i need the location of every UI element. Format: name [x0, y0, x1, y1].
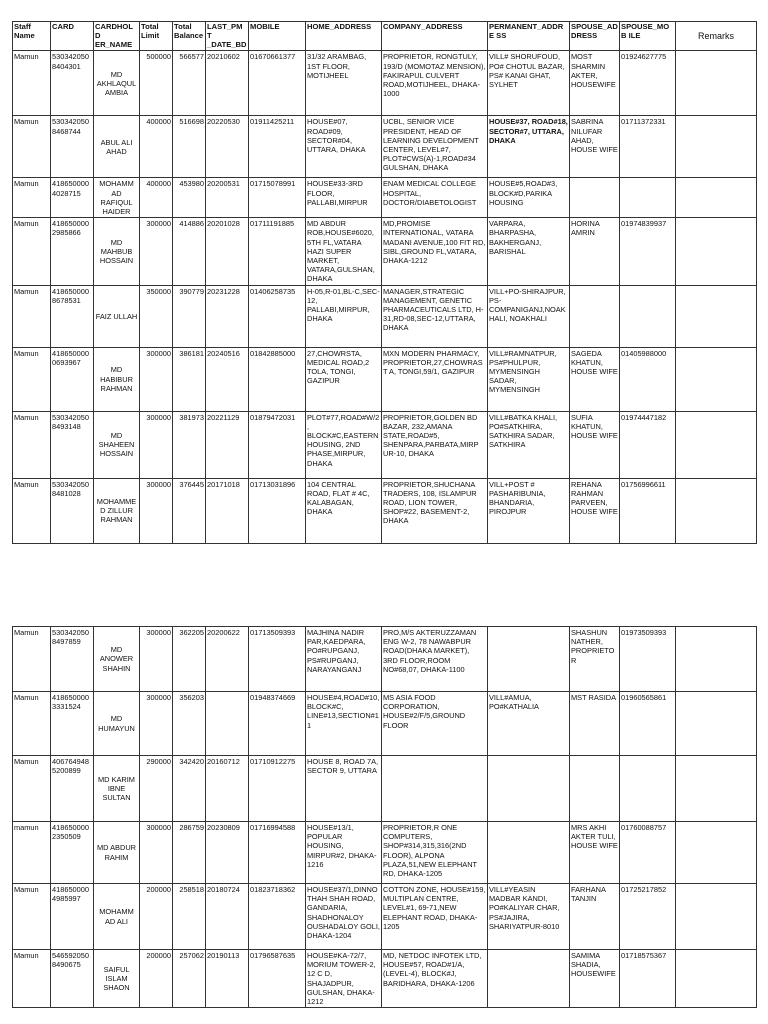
company-address-cell: COTTON ZONE, HOUSE#159, MULTIPLAN CENTRE, LEVEL#1, 69-71,NEW ELEPHANT ROAD, DHAKA-1205 [382, 884, 488, 950]
permanent-address-cell: VILL#AMUA, PO#KATHALIA [488, 692, 570, 756]
spouse-address-cell: MOST SHARMIN AKTER, HOUSEWIFE [570, 51, 620, 116]
total-balance-cell: 390779 [173, 285, 206, 347]
staff-name-cell: Mamun [13, 347, 51, 411]
header-card: CARD [51, 22, 94, 51]
table-row [13, 822, 757, 884]
table-row [13, 756, 757, 822]
header-spouse-address: SPOUSE_AD DRESS [570, 22, 620, 51]
permanent-address-cell [488, 822, 570, 884]
company-address-cell: MD,PROMISE INTERNATIONAL, VATARA MADANI AVENUE,100 FIT RD, SIBL,GROUND FL,VATARA, DHAKA-1212 [382, 218, 488, 285]
staff-name-cell: Mamun [13, 884, 51, 950]
total-balance-cell: 342420 [173, 756, 206, 822]
total-balance-cell: 516698 [173, 116, 206, 178]
table-row [13, 627, 757, 692]
header-remarks: Remarks [676, 22, 757, 51]
table-row [13, 51, 757, 116]
mobile-cell: 01911425211 [249, 116, 306, 178]
spouse-address-cell [570, 756, 620, 822]
total-limit-cell: 300000 [140, 411, 173, 478]
card-number-cell: 418650000 4985997 [51, 884, 94, 950]
last-pmt-date-cell: 20180724 [206, 884, 249, 950]
spouse-mobile-cell [620, 178, 676, 218]
permanent-address-cell: VILL+PO-SHIRAJPUR, PS-COMPANIGANJ,NOAK HALI, NOAKHALI [488, 285, 570, 347]
cardholder-name-cell: ABUL ALI AHAD [94, 116, 140, 178]
table-row [13, 218, 757, 285]
cardholder-name-cell: MD ANOWER SHAHIN [94, 627, 140, 692]
mobile-cell: 01796587635 [249, 950, 306, 1008]
spouse-mobile-cell: 01711372331 [620, 116, 676, 178]
spouse-mobile-cell: 01405988000 [620, 347, 676, 411]
total-balance-cell: 566577 [173, 51, 206, 116]
permanent-address-cell [488, 756, 570, 822]
permanent-address-cell: VILL# SHORUFOUD, PO# CHOTUL BAZAR, PS# KANAI GHAT, SYLHET [488, 51, 570, 116]
spouse-address-cell: MRS AKHI AKTER TULI, HOUSE WIFE [570, 822, 620, 884]
spouse-mobile-cell: 01974447182 [620, 411, 676, 478]
remarks-cell [676, 756, 757, 822]
last-pmt-date-cell: 20190113 [206, 950, 249, 1008]
mobile-cell: 01823718362 [249, 884, 306, 950]
header-spouse-mobile: SPOUSE_MOB ILE [620, 22, 676, 51]
company-address-cell: ENAM MEDICAL COLLEGE HOSPITAL, DOCTOR/DIABETOLOGIST [382, 178, 488, 218]
header-last-pmt-date: LAST_PMT _DATE_BD [206, 22, 249, 51]
table-row [13, 116, 757, 178]
card-number-cell: 530342050 8481028 [51, 478, 94, 543]
remarks-cell [676, 884, 757, 950]
total-balance-cell: 414886 [173, 218, 206, 285]
permanent-address-cell [488, 627, 570, 692]
total-balance-cell: 453980 [173, 178, 206, 218]
total-balance-cell: 286759 [173, 822, 206, 884]
cardholder-name-cell: MOHAMM AD RAFIQUL HAIDER [94, 178, 140, 218]
total-limit-cell: 300000 [140, 478, 173, 543]
total-balance-cell: 258518 [173, 884, 206, 950]
header-company-address: COMPANY_ADDRESS [382, 22, 488, 51]
staff-name-cell: Mamun [13, 116, 51, 178]
home-address-cell: HOUSE 8, ROAD 7A, SECTOR 9, UTTARA [306, 756, 382, 822]
header-staff-name: Staff Name [13, 22, 51, 51]
total-balance-cell: 356203 [173, 692, 206, 756]
mobile-cell: 01715078991 [249, 178, 306, 218]
home-address-cell: 27,CHOWRSTA, MEDICAL ROAD,2 TOLA, TONGI, GAZIPUR [306, 347, 382, 411]
table-row [13, 347, 757, 411]
company-address-cell: UCBL, SENIOR VICE PRESIDENT, HEAD OF LEARNING DEVELOPMENT CENTER, LEVEL#7, PLOT#CWS(A)-1,ROAD#34 GULSHAN, DHAKA [382, 116, 488, 178]
company-address-cell: MS ASIA FOOD CORPORATION, HOUSE#2/F/5,GROUND FLOOR [382, 692, 488, 756]
home-address-cell: HOUSE#13/1, POPULAR HOUSING, MIRPUR#2, DHAKA-1216 [306, 822, 382, 884]
home-address-cell: 104 CENTRAL ROAD, FLAT # 4C, KALABAGAN, DHAKA [306, 478, 382, 543]
spouse-address-cell: SABRINA NILUFAR AHAD, HOUSE WIFE [570, 116, 620, 178]
mobile-cell: 01406258735 [249, 285, 306, 347]
remarks-cell [676, 950, 757, 1008]
header-total-balance: Total Balance [173, 22, 206, 51]
cardholder-name-cell: SAIFUL ISLAM SHAON [94, 950, 140, 1008]
total-limit-cell: 400000 [140, 178, 173, 218]
card-number-cell: 418650000 4028715 [51, 178, 94, 218]
company-address-cell [382, 756, 488, 822]
last-pmt-date-cell: 20201028 [206, 218, 249, 285]
home-address-cell: MD ABDUR ROB,HOUSE#6020, 5TH FL,VATARA HAZI SUPER MARKET, VATARA,GULSHAN, DHAKA [306, 218, 382, 285]
header-mobile: MOBILE [249, 22, 306, 51]
home-address-cell: HOUSE#4,ROAD#10, BLOCK#C, LINE#13,SECTION#1 1 [306, 692, 382, 756]
spouse-mobile-cell: 01760088757 [620, 822, 676, 884]
remarks-cell [676, 285, 757, 347]
home-address-cell: MAJHINA NADIR PAR,KAEDPARA, PO#RUPGANJ, PS#RUPGANJ, NARAYANGANJ [306, 627, 382, 692]
last-pmt-date-cell: 20230809 [206, 822, 249, 884]
cardholder-name-cell: MOHAMME D ZILLUR RAHMAN [94, 478, 140, 543]
remarks-cell [676, 218, 757, 285]
header-home-address: HOME_ADDRESS [306, 22, 382, 51]
total-balance-cell: 386181 [173, 347, 206, 411]
spouse-address-cell: SHASHUN NATHER, PROPRIETOR [570, 627, 620, 692]
last-pmt-date-cell: 20200531 [206, 178, 249, 218]
last-pmt-date-cell: 20221129 [206, 411, 249, 478]
total-limit-cell: 300000 [140, 822, 173, 884]
home-address-cell: PLOT#77,ROAD#W/2 , BLOCK#C,EASTERN HOUSING, 2ND PHASE,MIRPUR, DHAKA [306, 411, 382, 478]
records-table-2 [12, 626, 757, 1008]
permanent-address-cell: VILL+POST # PASHARIBUNIA, BHANDARIA, PIROJPUR [488, 478, 570, 543]
spouse-address-cell: HORINA AMRIN [570, 218, 620, 285]
card-number-cell: 530342050 8404301 [51, 51, 94, 116]
card-number-cell: 418650000 3331524 [51, 692, 94, 756]
permanent-address-cell: VILL#BATKA KHALI, PO#SATKHIRA, SATKHIRA SADAR, SATKHIRA [488, 411, 570, 478]
last-pmt-date-cell [206, 692, 249, 756]
cardholder-name-cell: FAIZ ULLAH [94, 285, 140, 347]
spouse-mobile-cell [620, 756, 676, 822]
total-balance-cell: 381973 [173, 411, 206, 478]
company-address-cell: PROPRIETOR,SHUCHANA TRADERS, 108, ISLAMPUR ROAD, LION TOWER, SHOP#22, BASEMENT-2, DHAKA [382, 478, 488, 543]
last-pmt-date-cell: 20210602 [206, 51, 249, 116]
total-limit-cell: 500000 [140, 51, 173, 116]
remarks-cell [676, 822, 757, 884]
table-row [13, 411, 757, 478]
mobile-cell: 01710912275 [249, 756, 306, 822]
card-number-cell: 530342050 8468744 [51, 116, 94, 178]
header-total-limit: Total Limit [140, 22, 173, 51]
records-table-1 [12, 21, 757, 544]
permanent-address-cell: HOUSE#37, ROAD#18, SECTOR#7, UTTARA, DHAKA [488, 116, 570, 178]
company-address-cell: MANAGER,STRATEGIC MANAGEMENT, GENETIC PHARMACEUTICALS LTD, H-31,RD-08,SEC-12,UTTARA, DHAKA [382, 285, 488, 347]
cardholder-name-cell: MD AKHLAQUL AMBIA [94, 51, 140, 116]
staff-name-cell: Mamun [13, 285, 51, 347]
last-pmt-date-cell: 20160712 [206, 756, 249, 822]
total-balance-cell: 362205 [173, 627, 206, 692]
total-limit-cell: 290000 [140, 756, 173, 822]
spouse-address-cell [570, 178, 620, 218]
company-address-cell: PROPRIETOR,R ONE COMPUTERS, SHOP#314,315,316(2ND FLOOR), ALPONA PLAZA,51,NEW ELEPHANT RD, DHAKA-1205 [382, 822, 488, 884]
spouse-mobile-cell: 01960565861 [620, 692, 676, 756]
table-row [13, 178, 757, 218]
table-row [13, 884, 757, 950]
staff-name-cell: Mamun [13, 950, 51, 1008]
total-balance-cell: 257062 [173, 950, 206, 1008]
spouse-address-cell: SAMIMA SHADIA, HOUSEWIFE [570, 950, 620, 1008]
spouse-mobile-cell: 01756996611 [620, 478, 676, 543]
card-number-cell: 418650000 2350509 [51, 822, 94, 884]
company-address-cell: PROPRIETOR,GOLDEN BD BAZAR, 232,AMANA STATE,ROAD#5, SHENPARA,PARBATA,MIRP UR-10, DHAKA [382, 411, 488, 478]
permanent-address-cell [488, 950, 570, 1008]
last-pmt-date-cell: 20220530 [206, 116, 249, 178]
permanent-address-cell: VILL#RAMNATPUR, PS#PHULPUR, MYMENSINGH SADAR, MYMENSINGH [488, 347, 570, 411]
remarks-cell [676, 478, 757, 543]
header-row [13, 22, 757, 51]
staff-name-cell: Mamun [13, 627, 51, 692]
card-number-cell: 530342050 8497859 [51, 627, 94, 692]
card-number-cell: 530342050 8493148 [51, 411, 94, 478]
spouse-mobile-cell: 01924627775 [620, 51, 676, 116]
permanent-address-cell: VARPARA, BHARPASHA, BAKHERGANJ, BARISHAL [488, 218, 570, 285]
staff-name-cell: Mamun [13, 756, 51, 822]
card-number-cell: 418650000 2985866 [51, 218, 94, 285]
mobile-cell: 01716994588 [249, 822, 306, 884]
company-address-cell: MXN MODERN PHARMACY, PROPRIETOR,27,CHOWRAST A, TONGI,59/1, GAZIPUR [382, 347, 488, 411]
cardholder-name-cell: MD HUMAYUN [94, 692, 140, 756]
cardholder-name-cell: MD ABDUR RAHIM [94, 822, 140, 884]
staff-name-cell: Mamun [13, 478, 51, 543]
total-limit-cell: 300000 [140, 347, 173, 411]
spouse-address-cell: MST RASIDA [570, 692, 620, 756]
total-limit-cell: 200000 [140, 950, 173, 1008]
total-limit-cell: 400000 [140, 116, 173, 178]
remarks-cell [676, 627, 757, 692]
last-pmt-date-cell: 20171018 [206, 478, 249, 543]
home-address-cell: 31/32 ARAMBAG, 1ST FLOOR, MOTIJHEEL [306, 51, 382, 116]
table-row [13, 950, 757, 1008]
card-number-cell: 418650000 0693967 [51, 347, 94, 411]
staff-name-cell: Mamun [13, 218, 51, 285]
company-address-cell: PRO,M/S AKTERUZZAMAN ENG W-2, 78 NAWABPUR ROAD(DHAKA MARKET), 3RD FLOOR,ROOM NO#68,07, DHAKA-1100 [382, 627, 488, 692]
table-row [13, 285, 757, 347]
table-row [13, 692, 757, 756]
total-limit-cell: 200000 [140, 884, 173, 950]
staff-name-cell: Mamun [13, 51, 51, 116]
remarks-cell [676, 692, 757, 756]
home-address-cell: H-05,R-01,BL-C,SEC-12, PALLABI,MIRPUR, DHAKA [306, 285, 382, 347]
remarks-cell [676, 116, 757, 178]
remarks-cell [676, 347, 757, 411]
card-number-cell: 546592050 8490675 [51, 950, 94, 1008]
cardholder-name-cell: MD MAHBUB HOSSAIN [94, 218, 140, 285]
spouse-mobile-cell [620, 285, 676, 347]
staff-name-cell: Mamun [13, 178, 51, 218]
spouse-mobile-cell: 01718575367 [620, 950, 676, 1008]
mobile-cell: 01670661377 [249, 51, 306, 116]
mobile-cell: 01713509393 [249, 627, 306, 692]
last-pmt-date-cell: 20200622 [206, 627, 249, 692]
table-row [13, 478, 757, 543]
cardholder-name-cell: MD KARIM IBNE SULTAN [94, 756, 140, 822]
spouse-address-cell [570, 285, 620, 347]
mobile-cell: 01711191885 [249, 218, 306, 285]
last-pmt-date-cell: 20240516 [206, 347, 249, 411]
spouse-address-cell: SUFIA KHATUN, HOUSE WIFE [570, 411, 620, 478]
home-address-cell: HOUSE#37/1,DINNO THAH SHAH ROAD, GANDARIA, SHADHONALOY OUSHADALOY GOLI, DHAKA-1204 [306, 884, 382, 950]
spouse-address-cell: FARHANA TANJIN [570, 884, 620, 950]
mobile-cell: 01842885000 [249, 347, 306, 411]
remarks-cell [676, 178, 757, 218]
company-address-cell: PROPRIETOR, RONGTULY, 193/D (MOMOTAZ MENSION), FAKIRAPUL CULVERT ROAD,MOTIJHEEL, DHAKA-1000 [382, 51, 488, 116]
spouse-address-cell: SAGEDA KHATUN, HOUSE WIFE [570, 347, 620, 411]
card-number-cell: 406764948 5200899 [51, 756, 94, 822]
cardholder-name-cell: MOHAMM AD ALI [94, 884, 140, 950]
permanent-address-cell: HOUSE#5,ROAD#3, BLOCK#D,PARIKA HOUSING [488, 178, 570, 218]
total-limit-cell: 300000 [140, 218, 173, 285]
company-address-cell: MD, NETDOC INFOTEK LTD, HOUSE#57, ROAD#1/A, (LEVEL-4), BLOCK#J, BARIDHARA, DHAKA-1206 [382, 950, 488, 1008]
remarks-cell [676, 51, 757, 116]
spouse-address-cell: REHANA RAHMAN PARVEEN, HOUSE WIFE [570, 478, 620, 543]
header-cardholder-name: CARDHOLD ER_NAME [94, 22, 140, 51]
staff-name-cell: Mamun [13, 411, 51, 478]
mobile-cell: 01713031896 [249, 478, 306, 543]
header-permanent-address: PERMANENT_ADDRE SS [488, 22, 570, 51]
spouse-mobile-cell: 01725217852 [620, 884, 676, 950]
remarks-cell [676, 411, 757, 478]
home-address-cell: HOUSE#KA-72/7, MORIUM TOWER-2, 12 C D, SHAJADPUR, GULSHAN, DHAKA-1212 [306, 950, 382, 1008]
home-address-cell: HOUSE#33-3RD FLOOR, PALLABI,MIRPUR [306, 178, 382, 218]
spouse-mobile-cell: 01974839937 [620, 218, 676, 285]
total-balance-cell: 376445 [173, 478, 206, 543]
permanent-address-cell: VILL#YEASIN MADBAR KANDI, PO#KALIYAR CHAR, PS#JAJIRA, SHARIYATPUR-8010 [488, 884, 570, 950]
spouse-mobile-cell: 01973509393 [620, 627, 676, 692]
last-pmt-date-cell: 20231228 [206, 285, 249, 347]
mobile-cell: 01879472031 [249, 411, 306, 478]
cardholder-name-cell: MD HABIBUR RAHMAN [94, 347, 140, 411]
mobile-cell: 01948374669 [249, 692, 306, 756]
staff-name-cell: Mamun [13, 692, 51, 756]
cardholder-name-cell: MD SHAHEEN HOSSAIN [94, 411, 140, 478]
staff-name-cell: mamun [13, 822, 51, 884]
home-address-cell: HOUSE#07, ROAD#09, SECTOR#04, UTTARA, DHAKA [306, 116, 382, 178]
total-limit-cell: 350000 [140, 285, 173, 347]
total-limit-cell: 300000 [140, 692, 173, 756]
card-number-cell: 418650000 8678531 [51, 285, 94, 347]
total-limit-cell: 300000 [140, 627, 173, 692]
